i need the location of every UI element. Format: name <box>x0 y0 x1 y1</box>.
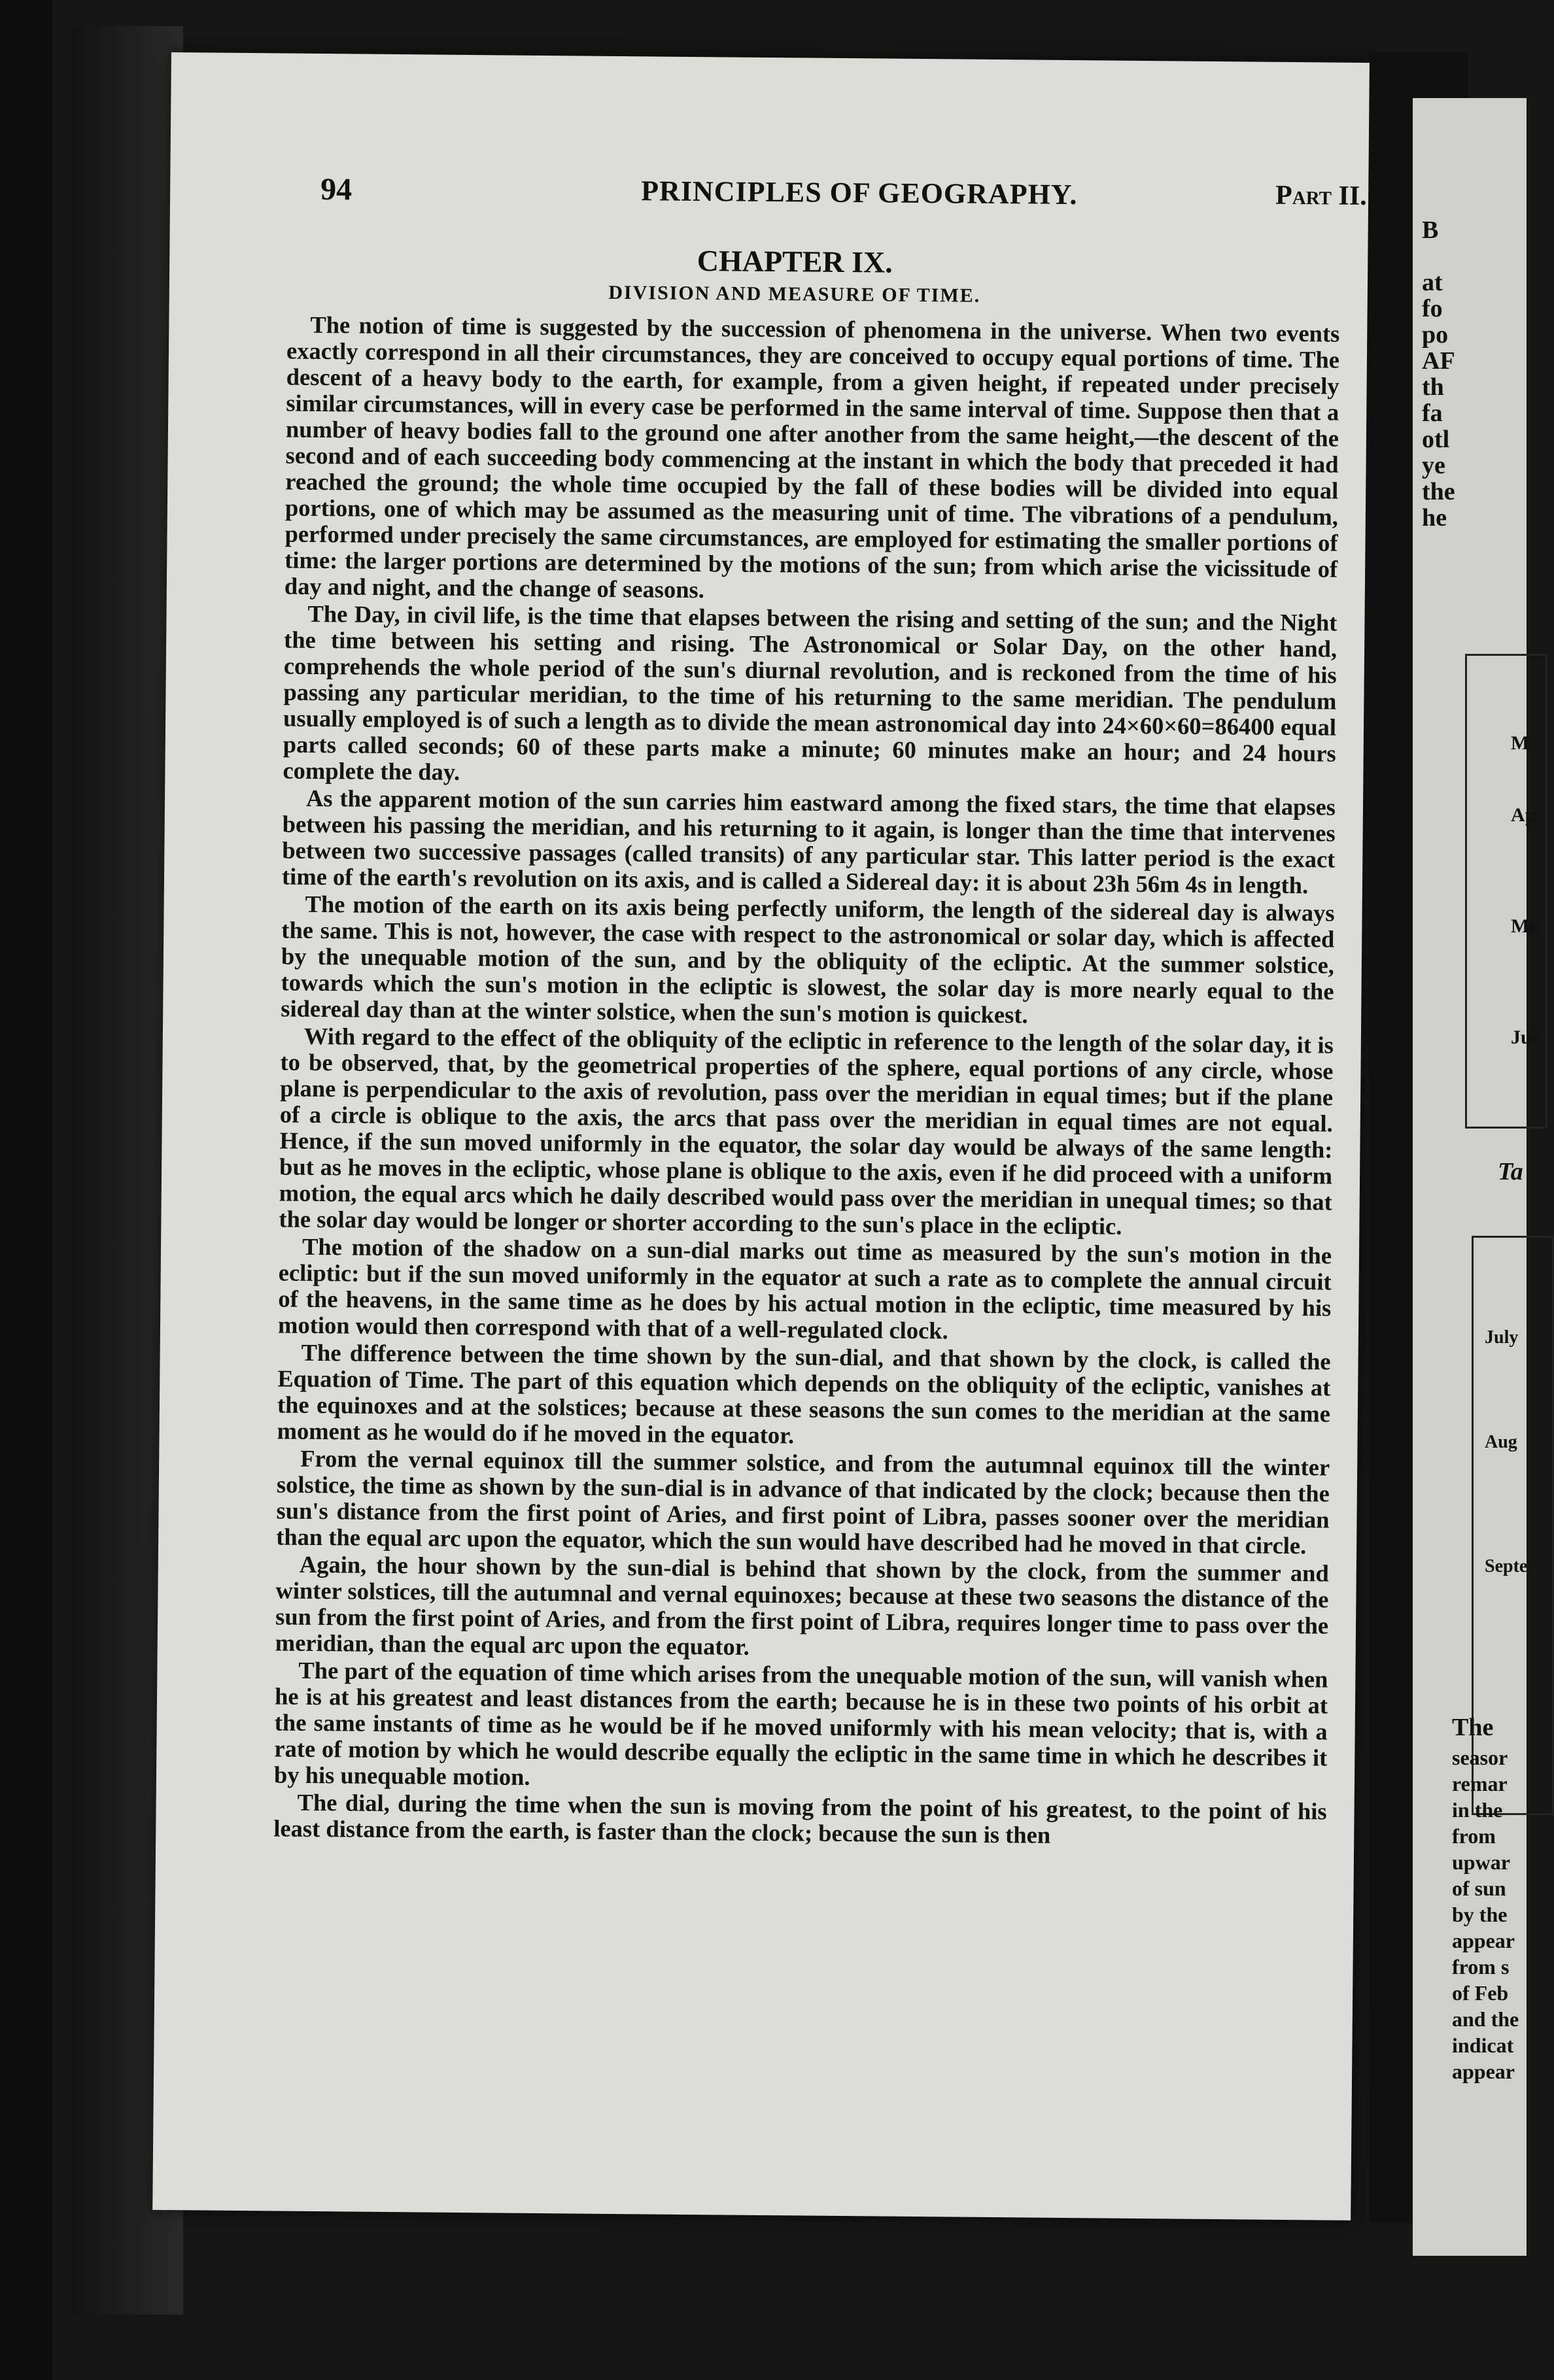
paragraph: Again, the hour shown by the sun-dial is behind that shown by the clock, from the summer and winter solstices, till the autumnal and vernal equinoxes; because at these two seasons the distance of the sun from the first point of Aries, and from the first point of Libra, requires longer time to pass over the meridian, than the equal arc upon the equator. <box>275 1550 1329 1660</box>
fragment-line: from s <box>1452 1955 1510 1979</box>
page-number: 94 <box>320 172 353 207</box>
part-label: Part II. <box>1275 180 1367 211</box>
paragraph: As the apparent motion of the sun carries him eastward among the fixed stars, the time that elapses between his passing the meridian, and his returning to it again, is longer than the time that intervenes between two successive passages (called transits) of any particular star. This latter period is the exact time of the earth's revolution on its axis, and is called a Sidereal day: it is about 23h 56m 4s in length. <box>281 784 1336 899</box>
fragment-line: B <box>1422 216 1439 244</box>
fragment-line: appear <box>1452 1929 1515 1952</box>
fragment-line: remar <box>1452 1772 1508 1795</box>
fragment-line: of sun <box>1452 1877 1506 1900</box>
fragment-line: th <box>1422 373 1444 401</box>
fragment-line: Jur <box>1511 1027 1540 1048</box>
paragraph: The motion of the earth on its axis being perfectly uniform, the length of the sidereal day is always the same. This is not, however, the case with respect to the astronomical or solar day, which is affected by the unequable motion of the sun, and by the obliquity of the ecliptic. At the summer solstice, towards which the sun's motion in the ecliptic is slowest, the solar day is more nearly equal to the sidereal day than at the winter solstice, when the sun's motion is quickest. <box>281 890 1335 1028</box>
paragraph: The difference between the time shown by the sun-dial, and that shown by the clock, is called the Equation of Time. The part of this equation which depends on the obliquity of the ecliptic, vanishes at the equinoxes and at the solstices; because at these seasons the sun comes to the meridian at the same moment as he would do if he moved in the equator. <box>277 1338 1331 1449</box>
paragraph: From the vernal equinox till the summer solstice, and from the autumnal equinox till the winter solstice, the time as shown by the sun-dial is in advance of that indicated by the clock; because then the sun's distance from the first point of Aries, and first point of Libra, passes sooner over the meridian than the equal arc upon the equator, which the sun would have described had he moved in that circle. <box>276 1444 1330 1559</box>
fragment-line: Aug <box>1485 1432 1517 1452</box>
running-title: PRINCIPLES OF GEOGRAPHY. <box>640 175 1078 211</box>
fragment-line: otl <box>1422 426 1450 453</box>
fragment-line: from <box>1452 1824 1496 1848</box>
fragment-line: M <box>1511 732 1530 754</box>
fragment-line: of Feb <box>1452 1981 1509 2005</box>
chapter-subtitle: DIVISION AND MEASURE OF TIME. <box>608 281 981 307</box>
scan-left-edge <box>0 0 52 2380</box>
paragraph: The part of the equation of time which arises from the unequable motion of the sun, will vanish when he is at his greatest and least distances from the earth; because he is in these two points of his orbit at the same instants of time as he would be if he moved uniformly with his mean velocity; that is, with a rate of motion by which he would describe equally the ecliptic in the same time in which he describes it by his unequable motion. <box>273 1656 1328 1790</box>
fragment-line: Me <box>1511 915 1538 937</box>
paragraph: With regard to the effect of the obliquity of the ecliptic in reference to the length of the solar day, it is to be observed, that, by the geometrical properties of the sphere, equal portions of any circle, whose plane is perpendicular to the axis of revolution, pass over the meridian in equal times; but if the plane of a circle is oblique to the axis, the arcs that pass over the meridian in equal times are not equal. Hence, if the sun moved uniformly in the equator, the solar day would be always of the same length: but as he moves in the ecliptic, whose plane is oblique to the axis, even if he did proceed with a uniform motion, the equal arcs which he daily described would pass over the meridian in unequal times; so that the solar day would be longer or shorter according to the sun's place in the ecliptic. <box>279 1022 1334 1240</box>
fragment-line: AF <box>1422 347 1455 375</box>
body-text <box>273 312 1339 1852</box>
fragment-line: fa <box>1422 400 1443 427</box>
chapter-title: CHAPTER IX. <box>697 244 893 279</box>
paragraph: The dial, during the time when the sun is moving from the point of his greatest, to the point of his least distance from the earth, is faster than the clock; because the sun is then <box>273 1788 1327 1848</box>
table-fragment <box>1465 654 1547 1129</box>
fragment-line: he <box>1422 504 1447 532</box>
book-page <box>152 52 1370 2220</box>
facing-page-fragment <box>1413 98 1540 2256</box>
fragment-line: at <box>1422 269 1443 296</box>
fragment-line: po <box>1422 321 1449 348</box>
paragraph: The Day, in civil life, is the time that elapses between the rising and setting of the sun; and the Night the time between his setting and rising. The Astronomical or Solar Day, on the other hand, comprehends the whole period of the sun's diurnal revolution, and is reckoned from the time of his passing any particular meridian, to the time of his returning to the same meridian. The pendulum usually employed is of such a length as to divide the mean astronomical day into 24×60×60=86400 equal parts called seconds; 60 of these parts make a minute; 60 minutes make an hour; and 24 hours complete the day. <box>283 600 1338 785</box>
fragment-line: seasor <box>1452 1746 1508 1769</box>
fragment-line: Septe <box>1485 1556 1528 1576</box>
paragraph: The motion of the shadow on a sun-dial marks out time as measured by the sun's motion in the ecliptic: but if the sun moved uniformly in the equator at such a rate as to complete the annual circuit of the heavens, in the same time as he does by his actual motion in the ecliptic, time measured by his motion would then correspond with that of a well-regulated clock. <box>277 1232 1332 1344</box>
fragment-line: by the <box>1452 1903 1508 1926</box>
paragraph: The notion of time is suggested by the succession of phenomena in the universe. When two events exactly correspond in all their circumstances, they are conceived to occupy equal portions of time. The descent of a heavy body to the earth, for example, from a given height, if repeated under precisely similar circumstances, will in every case be performed in the same interval of time. Suppose then that a number of heavy bodies fall to the ground one after another from the same height,—the descent of the second and of each succeeding body commencing at the instant in which the body that preceded it had reached the ground; the whole time occupied by the fall of these bodies will be divided into equal portions, one of which may be assumed as the measuring unit of time. The vibrations of a pendulum, performed under precisely the same circumstances, are employed for estimating the smaller portions of time: the larger portions are determined by the motions of the sun; from which arise the vicissitude of day and night, and the change of seasons. <box>284 311 1340 604</box>
fragment-line: in the <box>1452 1798 1503 1822</box>
page-header <box>170 170 1368 220</box>
fragment-line: the <box>1422 478 1455 505</box>
fragment-line: and the <box>1452 2007 1519 2031</box>
fragment-line: July <box>1485 1327 1519 1348</box>
fragment-line: upwar <box>1452 1850 1510 1874</box>
fragment-line: Ta <box>1498 1158 1523 1185</box>
fragment-line: The <box>1452 1714 1494 1741</box>
fragment-line: fo <box>1422 295 1443 322</box>
fragment-line: ye <box>1422 452 1445 479</box>
fragment-line: appear <box>1452 2060 1515 2083</box>
fragment-line: Ap <box>1511 804 1536 826</box>
fragment-line: indicat <box>1452 2033 1514 2057</box>
